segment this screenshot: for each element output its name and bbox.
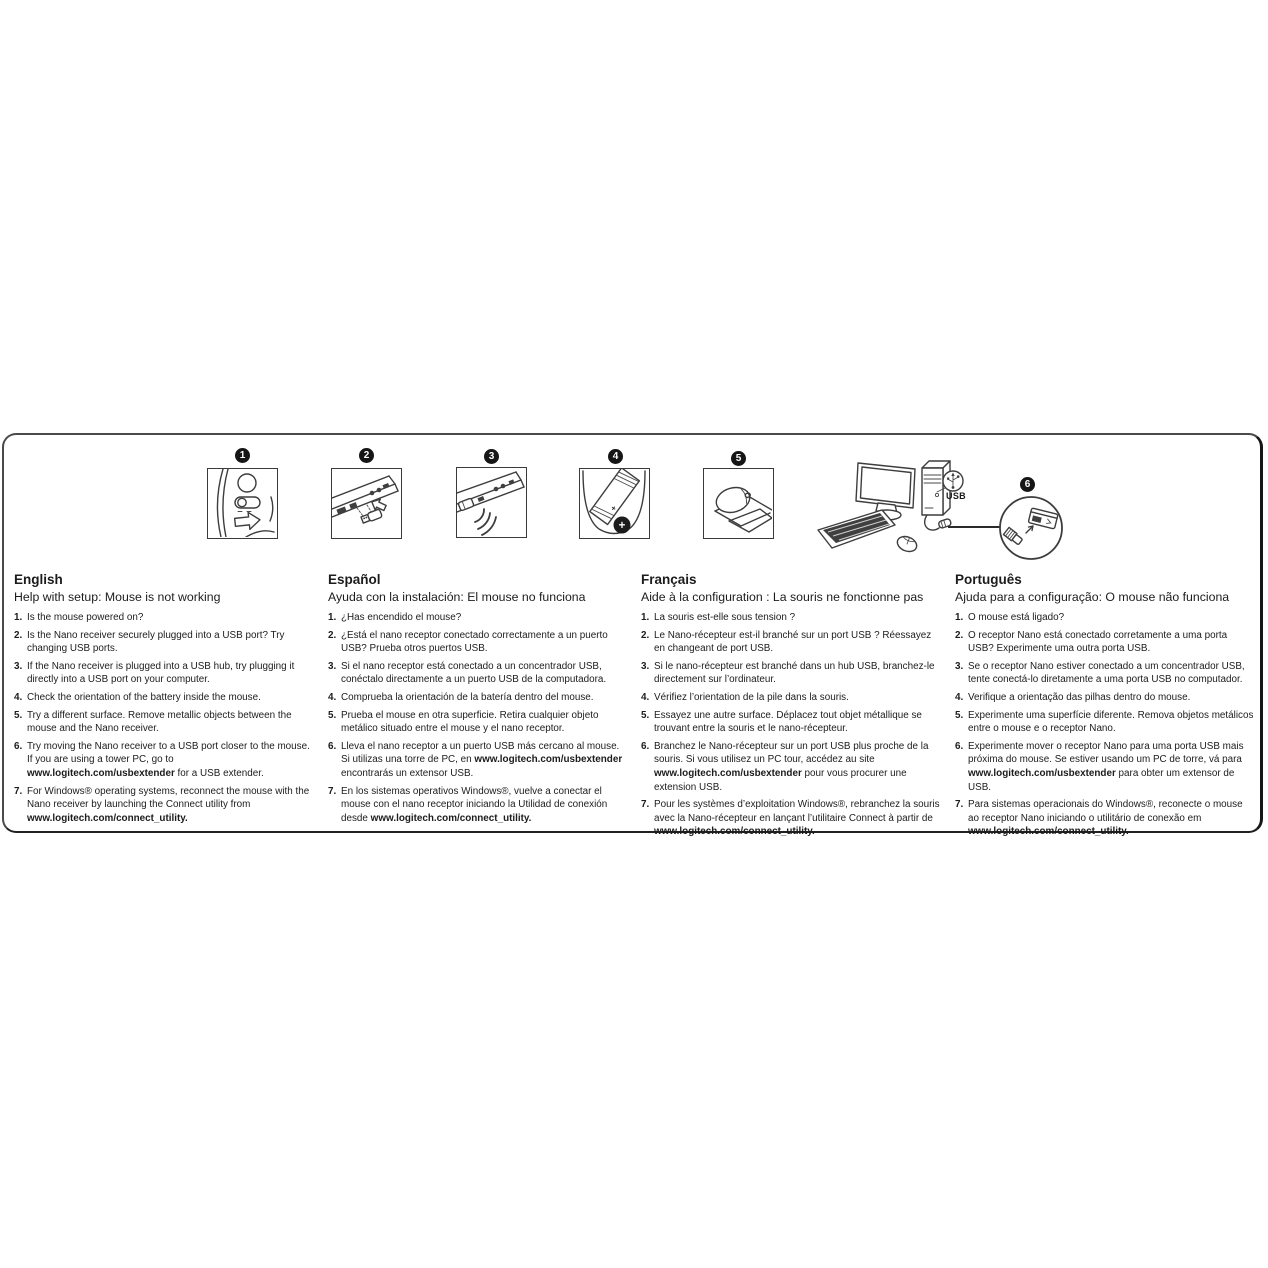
language-heading: Español (328, 572, 381, 587)
step-number: 3. (328, 660, 337, 672)
step-number: 1. (641, 612, 650, 623)
step-text: ¿Está el nano receptor conectado correctamente a un puerto USB? Prueba otros puertos USB. (341, 629, 608, 655)
step-number: 2. (14, 629, 23, 641)
instruction-step (14, 629, 313, 656)
mouse-icon (895, 534, 919, 554)
step-text: Verifique a orientação das pilhas dentro do mouse. (968, 691, 1191, 703)
step-text: Try moving the Nano receiver to a USB port closer to the mouse. If you are using a tower PC, go to www.logitech.com/usbextender for a USB extender. (27, 740, 310, 779)
step-4-illustration (579, 468, 650, 539)
step-text: O receptor Nano está conectado corretamente a uma porta USB? Experimente uma outra porta USB. (968, 629, 1228, 655)
step-text: Branchez le Nano-récepteur sur un port USB plus proche de la souris. Si vous utilisez un PC tour, accédez au site www.logitech.com/usbextender pour vous procurer une extension USB. (654, 740, 929, 793)
step-number: 5. (955, 709, 964, 721)
instruction-step (641, 740, 940, 794)
instruction-step (955, 740, 1254, 794)
language-heading: English (14, 572, 63, 587)
wireless-signal-icon (457, 468, 525, 536)
step-4-badge: 4 (608, 449, 623, 464)
step-3-badge: 3 (484, 449, 499, 464)
battery-icon (580, 469, 648, 537)
step-1-badge: 1 (235, 448, 250, 463)
instruction-step (328, 629, 627, 656)
step-text: En los sistemas operativos Windows®, vuelve a conectar el mouse con el nano receptor iniciando la Utilidad de conexión desde www.logitech.com/connect_utility. (341, 785, 608, 824)
usb-extender-cable (948, 526, 1004, 528)
instruction-step (328, 691, 627, 705)
step-text: Is the mouse powered on? (27, 612, 144, 623)
step-number: 3. (14, 660, 23, 672)
instruction-step (328, 660, 627, 687)
column-subtitle: Help with setup: Mouse is not working (14, 590, 221, 604)
step-number: 2. (955, 629, 964, 641)
step-number: 7. (955, 799, 964, 811)
mouse-surface-icon (704, 469, 772, 537)
step-6-badge: 6 (1020, 477, 1035, 492)
step-number: 6. (955, 740, 964, 752)
instruction-step (641, 611, 940, 625)
instruction-step (641, 660, 940, 687)
instruction-step (955, 611, 1254, 625)
step-text: Pour les systèmes d’exploitation Windows®, rebranchez la souris avec la Nano-récepteur en lançant l’utilitaire Connect à partir de www.logitech.com/connect_utility. (654, 799, 940, 838)
step-text: Experimente mover o receptor Nano para uma porta USB mais próxima do mouse. Se estiver usando um PC de torre, vá para www.logitech.com/usbextender para obter um extensor de USB. (968, 740, 1244, 793)
instruction-step (328, 740, 627, 781)
step-text: Vérifiez l’orientation de la pile dans la souris. (654, 691, 849, 703)
step-text: Le Nano-récepteur est-il branché sur un port USB ? Réessayez en changeant de port USB. (654, 629, 932, 655)
step-text: Prueba el mouse en otra superficie. Retira cualquier objeto metálico situado entre el mouse y el nano receptor. (341, 709, 599, 735)
battery-plus-badge: + (618, 520, 626, 532)
step-text: Si le nano-récepteur est branché dans un hub USB, branchez-le directement sur l’ordinateur. (654, 660, 935, 686)
step-number: 3. (955, 660, 964, 672)
step-text: For Windows® operating systems, reconnect the mouse with the Nano receiver by launching the Connect utility from www.logitech.com/connect_utility. (27, 785, 310, 824)
step-6-illustration (997, 494, 1065, 562)
step-number: 2. (641, 629, 650, 641)
monitor-icon (856, 463, 915, 520)
step-5-illustration (703, 468, 774, 539)
step-text: Comprueba la orientación de la batería dentro del mouse. (341, 691, 594, 703)
column-subtitle: Ajuda para a configuração: O mouse não funciona (955, 590, 1230, 604)
instruction-step (955, 691, 1254, 705)
desktop-scene (806, 450, 971, 558)
step-number: 5. (328, 709, 337, 721)
instruction-step (955, 798, 1254, 839)
language-column-espanol (328, 572, 627, 829)
column-subtitle: Aide à la configuration : La souris ne fonctionne pas (641, 590, 924, 604)
step-text: Para sistemas operacionais do Windows®, reconecte o mouse ao receptor Nano iniciando o utilitário de conexão em www.logitech.com/connect_utility. (968, 799, 1243, 838)
instruction-step (328, 709, 627, 736)
instruction-step (14, 785, 313, 826)
instruction-step (328, 785, 627, 826)
step-text: O mouse está ligado? (968, 612, 1065, 623)
steps-list (328, 611, 627, 825)
instruction-step (955, 629, 1254, 656)
instruction-step (14, 709, 313, 736)
step-number: 4. (328, 691, 337, 703)
step-text: ¿Has encendido el mouse? (341, 612, 462, 623)
instruction-step (955, 709, 1254, 736)
step-number: 4. (14, 691, 23, 703)
steps-list (641, 611, 940, 839)
language-column-english (14, 572, 313, 829)
step-number: 4. (955, 691, 964, 703)
instruction-step (14, 611, 313, 625)
step-number: 1. (328, 612, 337, 623)
step-number: 3. (641, 660, 650, 672)
instruction-step (14, 691, 313, 705)
desktop-computer-illustration (806, 450, 971, 558)
language-heading: Português (955, 572, 1022, 587)
step-2-badge: 2 (359, 448, 374, 463)
step-text: Essayez une autre surface. Déplacez tout objet métallique se trouvant entre la souris et le nano-récepteur. (654, 709, 922, 735)
keyboard-icon (818, 510, 895, 548)
power-switch-icon (208, 469, 276, 537)
step-number: 2. (328, 629, 337, 641)
step-text: Check the orientation of the battery inside the mouse. (27, 691, 261, 703)
language-column-portugues (955, 572, 1254, 843)
instruction-step (955, 660, 1254, 687)
plug-receiver-icon (332, 469, 400, 537)
step-number: 4. (641, 691, 650, 703)
step-text: If the Nano receiver is plugged into a USB hub, try plugging it directly into a USB port on your computer. (27, 660, 295, 686)
instruction-step (641, 629, 940, 656)
steps-list (14, 611, 313, 825)
step-number: 7. (641, 799, 650, 811)
usb-extender-icon (997, 494, 1065, 562)
battery-plus-label: + (609, 503, 619, 514)
instruction-step (641, 709, 940, 736)
usb-label: USB (946, 491, 966, 501)
step-text: Experimente uma superfície diferente. Remova objetos metálicos entre o mouse e o receptor Nano. (968, 709, 1254, 735)
steps-list (955, 611, 1254, 839)
step-number: 5. (641, 709, 650, 721)
step-number: 5. (14, 709, 23, 721)
instruction-step (641, 691, 940, 705)
instruction-step (641, 798, 940, 839)
step-5-badge: 5 (731, 451, 746, 466)
step-number: 6. (14, 740, 23, 752)
column-subtitle: Ayuda con la instalación: El mouse no funciona (328, 590, 586, 604)
step-text: Lleva el nano receptor a un puerto USB más cercano al mouse. Si utilizas una torre de PC, en www.logitech.com/usbextender encontrarás un extensor USB. (341, 740, 623, 779)
step-2-illustration (331, 468, 402, 539)
step-number: 6. (641, 740, 650, 752)
step-number: 6. (328, 740, 337, 752)
step-1-illustration (207, 468, 278, 539)
step-number: 1. (955, 612, 964, 623)
step-text: Is the Nano receiver securely plugged into a USB port? Try changing USB ports. (27, 629, 285, 655)
instruction-step (14, 740, 313, 781)
step-text: Try a different surface. Remove metallic objects between the mouse and the Nano receiver. (27, 709, 292, 735)
step-number: 7. (328, 785, 337, 797)
instruction-step (14, 660, 313, 687)
language-column-francais (641, 572, 940, 843)
step-3-illustration (456, 467, 527, 538)
step-text: Se o receptor Nano estiver conectado a um concentrador USB, tente conectá-lo diretamente a uma porta USB no computador. (968, 660, 1245, 686)
step-number: 7. (14, 785, 23, 797)
language-heading: Français (641, 572, 697, 587)
step-text: Si el nano receptor está conectado a un concentrador USB, conéctalo directamente a un puerto USB de la computadora. (341, 660, 607, 686)
step-text: La souris est-elle sous tension ? (654, 612, 796, 623)
instruction-step (328, 611, 627, 625)
step-number: 1. (14, 612, 23, 623)
